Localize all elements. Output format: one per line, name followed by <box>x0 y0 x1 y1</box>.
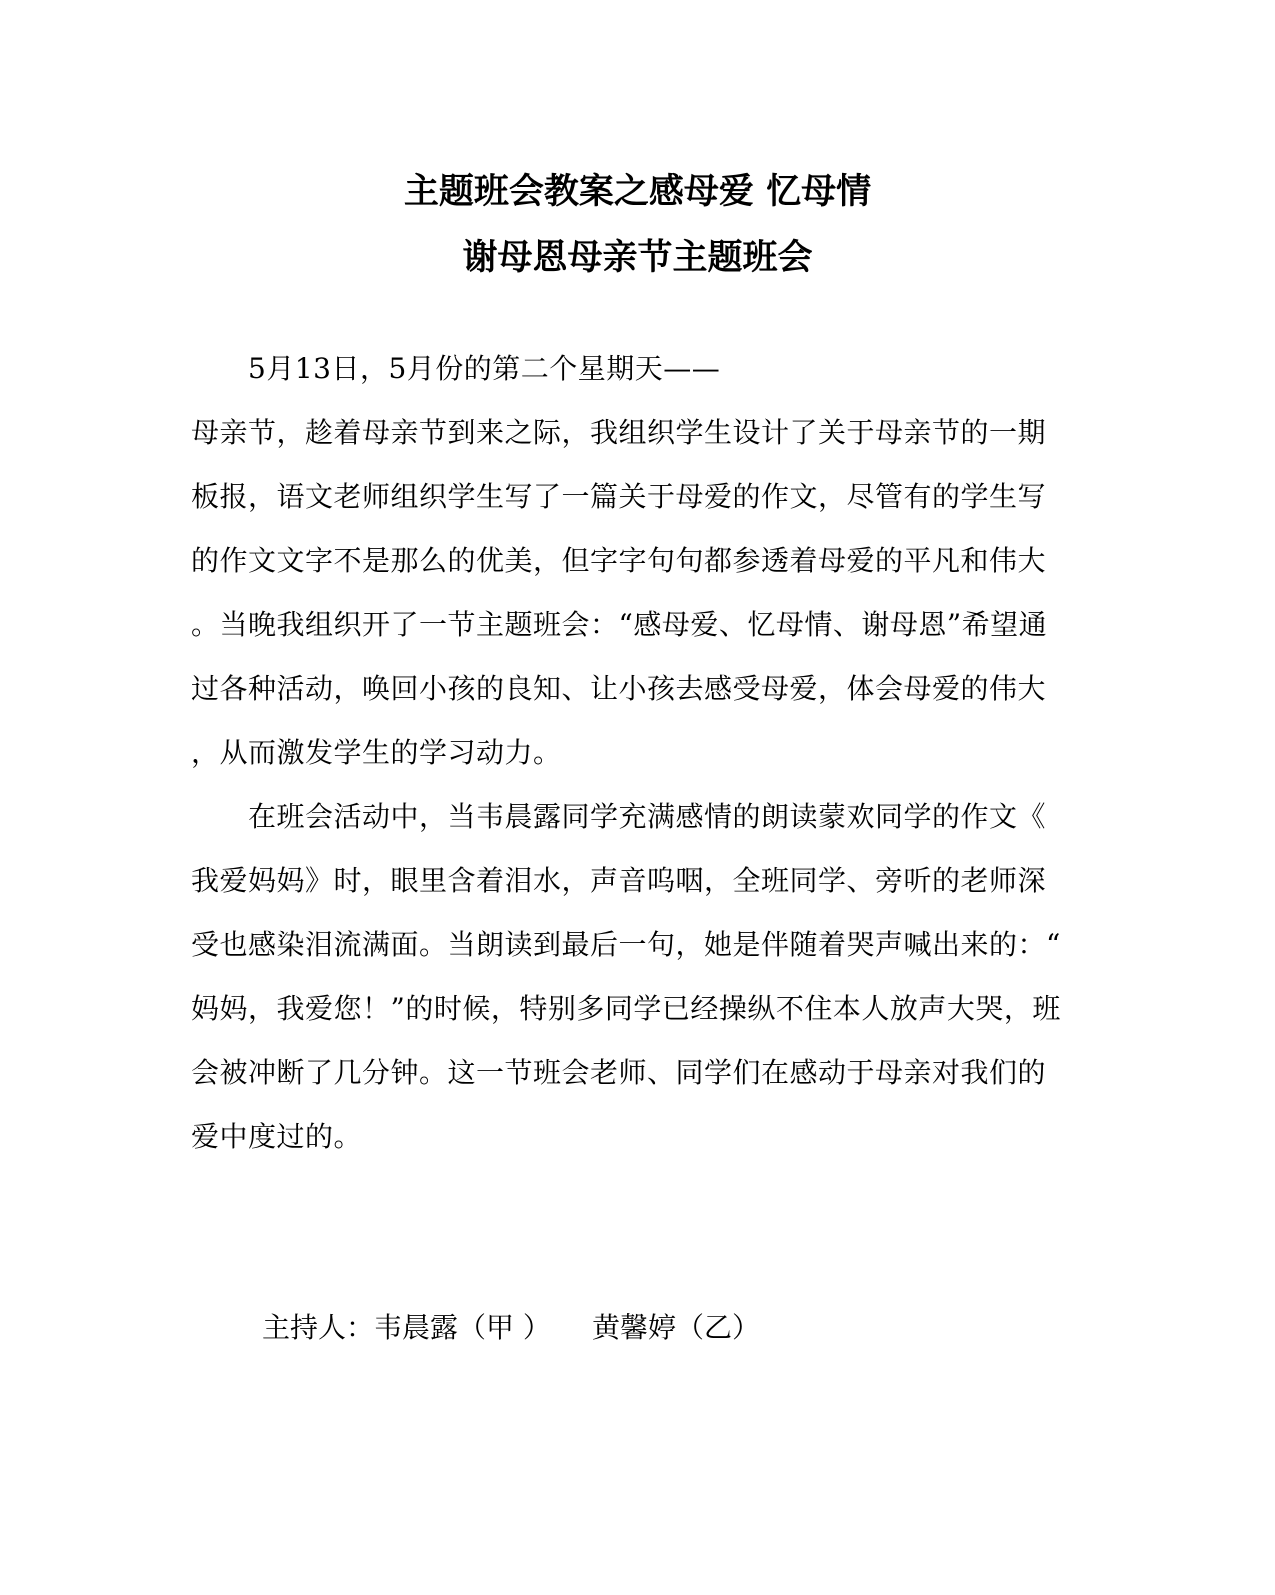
paragraph-2-line-1: 在班会活动中，当韦晨露同学充满感情的朗读蒙欢同学的作文《 <box>248 800 1047 833</box>
paragraph-2-line-3: 受也感染泪流满面。当朗读到最后一句，她是伴随着哭声喊出来的：“ <box>191 928 1061 961</box>
paragraph-1-line-6: 过各种活动，唤回小孩的良知、让小孩去感受母爱，体会母爱的伟大 <box>191 672 1047 705</box>
paragraph-1-line-2: 母亲节，趁着母亲节到来之际，我组织学生设计了关于母亲节的一期 <box>191 416 1047 449</box>
host-primary: 主持人：韦晨露（甲 ） <box>262 1311 551 1344</box>
paragraph-1-line-4: 的作文文字不是那么的优美，但字字句句都参透着母爱的平凡和伟大 <box>191 544 1047 577</box>
paragraph-1-line-5: 。当晚我组织开了一节主题班会：“感母爱、忆母情、谢母恩”希望通 <box>191 608 1048 641</box>
paragraph-2-line-5: 会被冲断了几分钟。这一节班会老师、同学们在感动于母亲对我们的 <box>191 1056 1047 1089</box>
paragraph-1-line-3: 板报，语文老师组织学生写了一篇关于母爱的作文，尽管有的学生写 <box>191 480 1047 513</box>
paragraph-2-line-4: 妈妈，我爱您！”的时候，特别多同学已经操纵不住本人放声大哭，班 <box>191 992 1061 1025</box>
paragraph-1-line-7: ，从而激发学生的学习动力。 <box>191 736 562 769</box>
paragraph-2-line-6: 爱中度过的。 <box>191 1120 363 1153</box>
document-title-line-2: 谢母恩母亲节主题班会 <box>462 238 813 278</box>
paragraph-1-line-1: 5月13日，5月份的第二个星期天—— <box>248 352 721 385</box>
host-secondary: 黄馨婷（乙） <box>592 1311 761 1344</box>
document-title-line-1: 主题班会教案之感母爱 忆母情 <box>403 172 872 212</box>
paragraph-2-line-2: 我爱妈妈》时，眼里含着泪水，声音呜咽，全班同学、旁听的老师深 <box>191 864 1047 897</box>
